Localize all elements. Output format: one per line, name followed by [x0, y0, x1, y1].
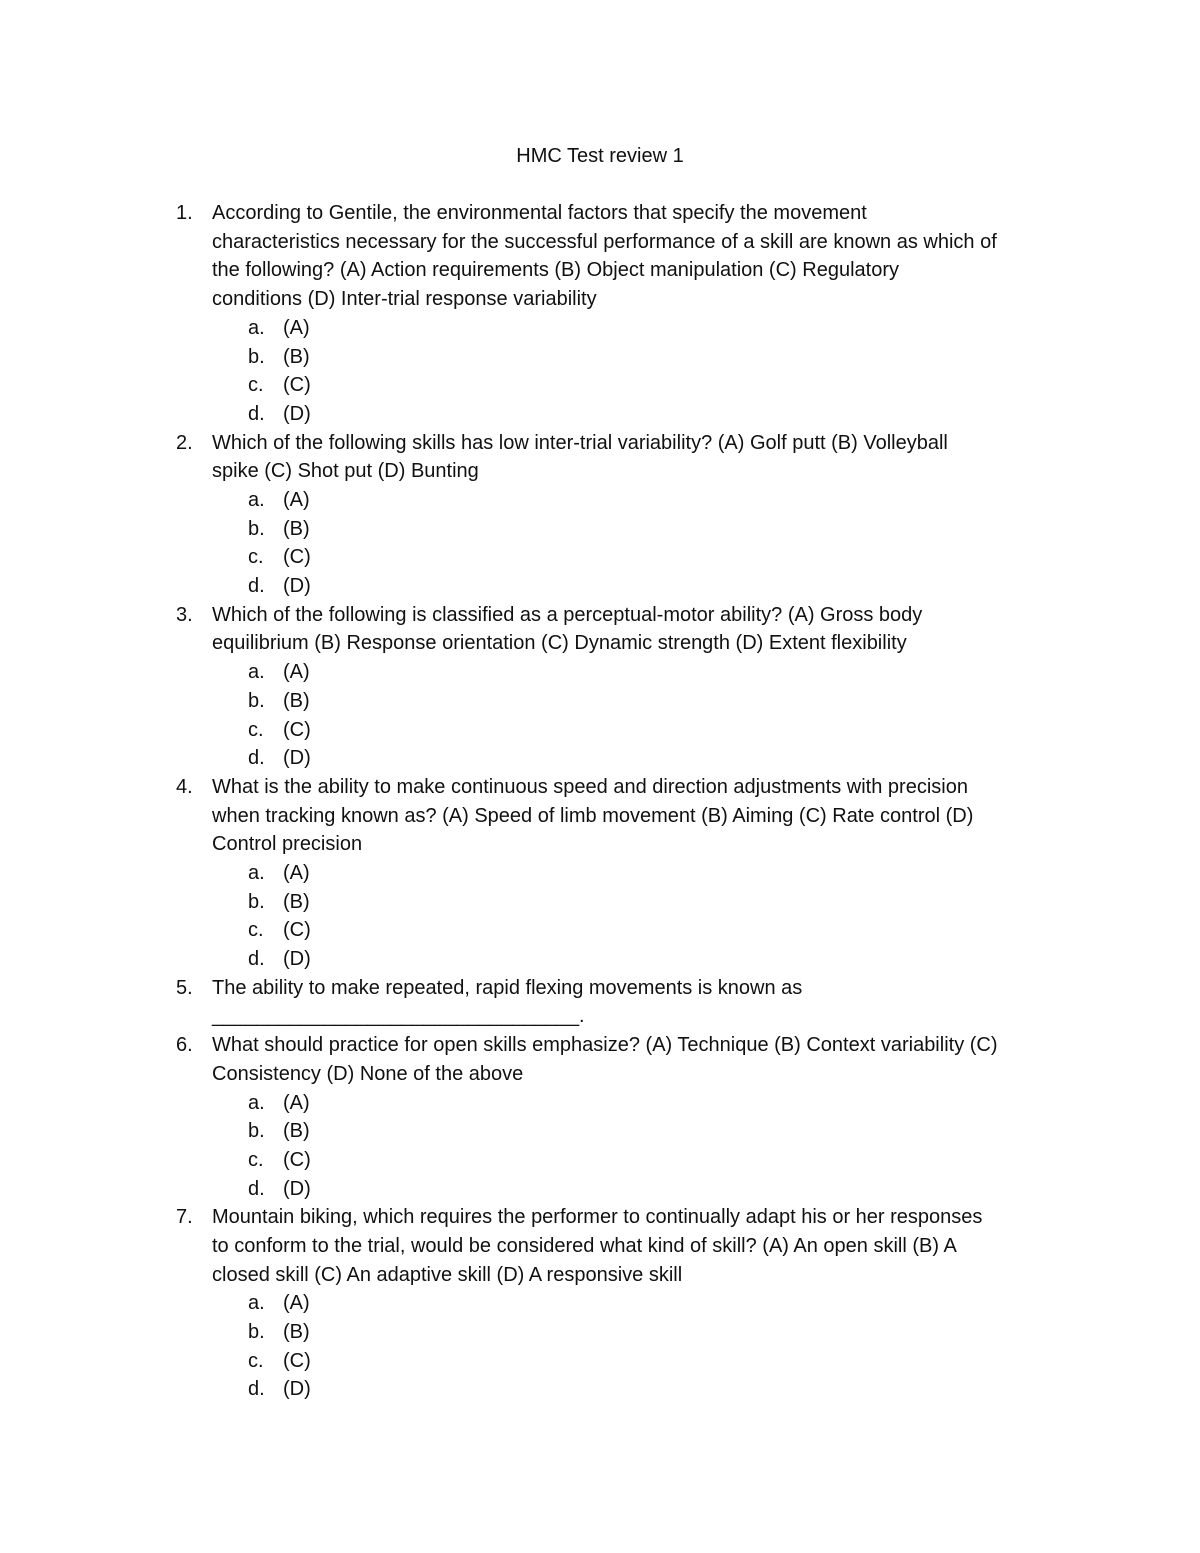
option-letter: a. [248, 861, 265, 884]
option-letter: a. [248, 488, 265, 511]
option-letter: d. [248, 1378, 265, 1401]
option-letter: b. [248, 345, 265, 368]
question-text: What should practice for open skills emphasize? (A) Technique (B) Context variability (C) Consistency (D) None of the above [212, 1034, 998, 1085]
answer-option [0, 945, 1200, 974]
question-7 [0, 1203, 1200, 1404]
answer-options [0, 1089, 1200, 1204]
answer-option [0, 888, 1200, 917]
answer-option [0, 572, 1200, 601]
question-text: The ability to make repeated, rapid flexing movements is known as _________________________________. [212, 976, 803, 1028]
answer-options [0, 1289, 1200, 1404]
answer-option [0, 1117, 1200, 1146]
option-text: (A) [283, 488, 310, 511]
question-text: According to Gentile, the environmental factors that specify the movement characteristics necessary for the successful performance of a skill are known as which of the following? (A) Action requirements (B) Object manipulation (C) Regulatory conditions (D) Inter-trial response variability [212, 202, 997, 311]
option-letter: a. [248, 1091, 265, 1114]
question-number: 4. [176, 775, 193, 798]
answer-option [0, 371, 1200, 400]
option-text: (A) [283, 1091, 310, 1114]
option-letter: c. [248, 1349, 264, 1372]
option-letter: d. [248, 575, 265, 598]
answer-option [0, 486, 1200, 515]
option-letter: b. [248, 890, 265, 913]
answer-option [0, 744, 1200, 773]
option-letter: a. [248, 1292, 265, 1315]
option-text: (D) [283, 402, 311, 425]
question-3 [0, 601, 1200, 773]
question-number: 3. [176, 603, 193, 626]
document-title: HMC Test review 1 [516, 145, 684, 167]
option-text: (B) [283, 689, 310, 712]
option-text: (A) [283, 661, 310, 684]
option-letter: d. [248, 402, 265, 425]
question-list [0, 199, 1200, 1404]
option-letter: b. [248, 689, 265, 712]
answer-option [0, 343, 1200, 372]
option-text: (D) [283, 1378, 311, 1401]
option-text: (D) [283, 948, 311, 971]
question-number: 2. [176, 431, 193, 454]
answer-option [0, 658, 1200, 687]
option-text: (B) [283, 517, 310, 540]
option-text: (C) [283, 546, 311, 569]
option-letter: c. [248, 546, 264, 569]
option-text: (B) [283, 1120, 310, 1143]
option-text: (C) [283, 1349, 311, 1372]
answer-option [0, 1089, 1200, 1118]
option-letter: a. [248, 316, 265, 339]
option-text: (D) [283, 575, 311, 598]
option-text: (D) [283, 747, 311, 770]
option-text: (A) [283, 1292, 310, 1315]
answer-option [0, 1289, 1200, 1318]
option-letter: d. [248, 1177, 265, 1200]
option-text: (A) [283, 316, 310, 339]
answer-option [0, 916, 1200, 945]
question-number: 6. [176, 1034, 193, 1057]
question-number: 7. [176, 1206, 193, 1229]
option-text: (C) [283, 374, 311, 397]
question-text: Mountain biking, which requires the performer to continually adapt his or her responses to conform to the trial, would be considered what kind of skill? (A) An open skill (B) A closed skill (C) An adaptive skill (D) A responsive skill [212, 1206, 983, 1286]
answer-options [0, 859, 1200, 974]
answer-option [0, 1146, 1200, 1175]
option-letter: b. [248, 1321, 265, 1344]
option-letter: d. [248, 747, 265, 770]
answer-option [0, 400, 1200, 429]
option-letter: b. [248, 1120, 265, 1143]
answer-option [0, 859, 1200, 888]
question-text: What is the ability to make continuous speed and direction adjustments with precision when tracking known as? (A) Speed of limb movement (B) Aiming (C) Rate control (D) Control precision [212, 775, 974, 856]
answer-option [0, 1175, 1200, 1204]
option-text: (C) [283, 718, 311, 741]
answer-option [0, 687, 1200, 716]
answer-options [0, 314, 1200, 429]
option-text: (B) [283, 345, 310, 368]
answer-option [0, 515, 1200, 544]
question-6 [0, 1031, 1200, 1203]
option-letter: b. [248, 517, 265, 540]
answer-option [0, 543, 1200, 572]
question-text: Which of the following skills has low inter-trial variability? (A) Golf putt (B) Volleyball spike (C) Shot put (D) Bunting [212, 431, 948, 483]
option-letter: a. [248, 661, 265, 684]
option-text: (B) [283, 1321, 310, 1344]
question-5 [0, 974, 1200, 1031]
option-text: (B) [283, 890, 310, 913]
option-text: (A) [283, 861, 310, 884]
question-number: 5. [176, 976, 193, 999]
answer-option [0, 1318, 1200, 1347]
question-1 [0, 199, 1200, 429]
answer-options [0, 486, 1200, 601]
option-letter: c. [248, 374, 264, 397]
option-text: (C) [283, 1148, 311, 1171]
option-letter: c. [248, 718, 264, 741]
option-letter: c. [248, 1148, 264, 1171]
option-letter: c. [248, 919, 264, 942]
option-letter: d. [248, 948, 265, 971]
option-text: (C) [283, 919, 311, 942]
answer-option [0, 1347, 1200, 1376]
answer-option [0, 314, 1200, 343]
question-2 [0, 429, 1200, 601]
answer-option [0, 1375, 1200, 1404]
question-number: 1. [176, 202, 193, 224]
option-text: (D) [283, 1177, 311, 1200]
question-text: Which of the following is classified as a perceptual-motor ability? (A) Gross body equilibrium (B) Response orientation (C) Dynamic strength (D) Extent flexibility [212, 603, 923, 655]
answer-options [0, 658, 1200, 773]
question-4 [0, 773, 1200, 974]
answer-option [0, 716, 1200, 745]
